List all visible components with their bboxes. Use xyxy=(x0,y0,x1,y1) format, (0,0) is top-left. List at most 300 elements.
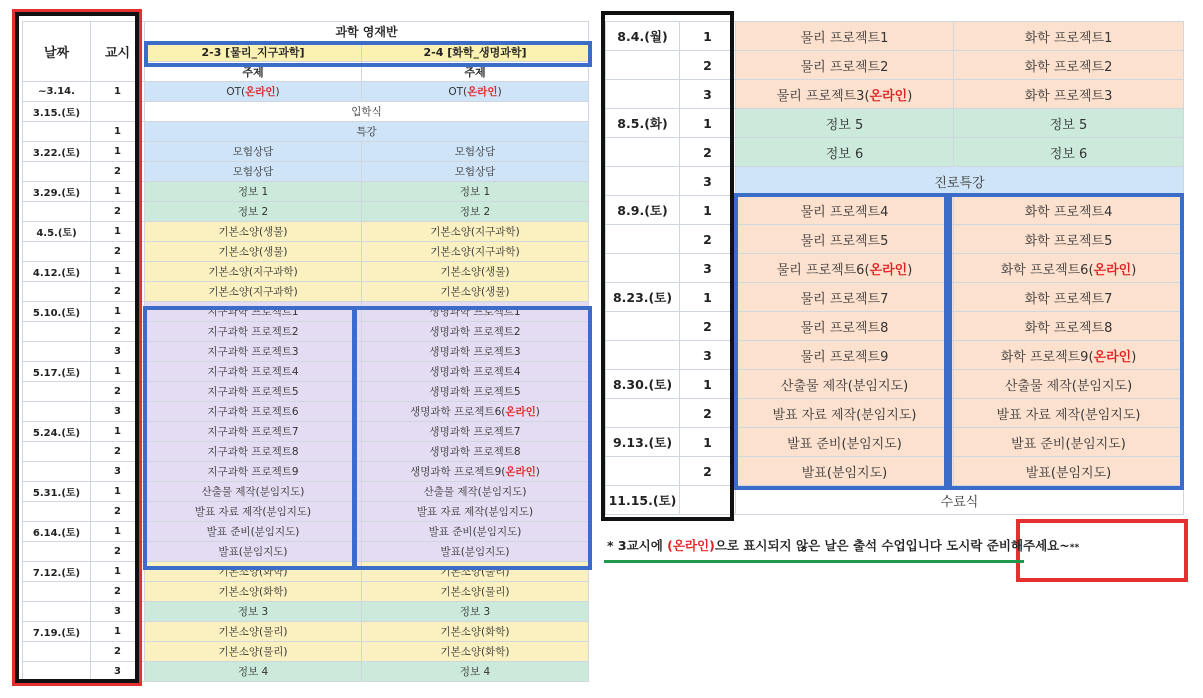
date-cell xyxy=(606,109,680,138)
topic-b-cell xyxy=(362,262,589,282)
date-header: 날짜 xyxy=(23,22,91,82)
topic-a-cell xyxy=(145,242,362,262)
topic-a-cell xyxy=(145,482,362,502)
table-row xyxy=(606,457,1184,486)
topic-a-cell xyxy=(736,283,954,312)
period-cell xyxy=(91,602,145,622)
table-row xyxy=(606,51,1184,80)
topic-b-cell xyxy=(362,242,589,262)
topic-a-cell-text: 지구과학 프로젝트2 xyxy=(207,326,299,338)
topic-b-cell-text: 산출물 제작(분임지도) xyxy=(1004,378,1133,394)
topic-b-cell xyxy=(362,642,589,662)
date-cell xyxy=(606,51,680,80)
period-cell xyxy=(91,302,145,322)
topic-a-cell xyxy=(736,138,954,167)
topic-a-cell xyxy=(145,322,362,342)
period-cell xyxy=(91,622,145,642)
topic-b-cell-text: 모험상담 xyxy=(454,146,496,158)
topic-a-cell-text: 물리 프로젝트4 xyxy=(800,204,889,220)
topic-a-cell-text: 기본소양(화학) xyxy=(218,566,288,578)
topic-b-cell-text: 화학 프로젝트2 xyxy=(1024,59,1113,75)
date-cell-text: 6.14.(토) xyxy=(32,528,81,539)
date-cell xyxy=(606,428,680,457)
topic-a-cell xyxy=(145,402,362,422)
topic-b-cell xyxy=(954,457,1184,486)
topic-a-cell xyxy=(736,341,954,370)
topic-a-cell xyxy=(145,502,362,522)
topic-b-cell-text: 생명과학 프로젝트2 xyxy=(429,326,521,338)
topic-b-cell xyxy=(362,322,589,342)
period-cell-text: 3 xyxy=(114,666,121,677)
table-row xyxy=(606,370,1184,399)
period-cell xyxy=(91,202,145,222)
period-cell-text: 1 xyxy=(703,434,712,450)
date-cell-text: 3.29.(토) xyxy=(32,188,81,199)
topic-a-cell xyxy=(145,442,362,462)
topic-b-cell xyxy=(362,302,589,322)
topic-b-cell-text: 화학 프로젝트4 xyxy=(1024,204,1113,220)
topic-b-cell-text: 화학 프로젝트8 xyxy=(1024,320,1113,336)
period-cell-text: 3 xyxy=(703,173,712,189)
date-cell-text: 8.9.(토) xyxy=(617,203,668,218)
topic-a-cell-text: 지구과학 프로젝트9 xyxy=(207,466,299,478)
topic-a-cell xyxy=(145,142,362,162)
table-row xyxy=(23,202,589,222)
topic-b-cell-text: 정보 4 xyxy=(459,666,491,678)
topic-a-cell xyxy=(736,109,954,138)
period-cell xyxy=(91,262,145,282)
topic-a-cell-text: 물리 프로젝트3( xyxy=(776,88,870,104)
table-row xyxy=(23,522,589,542)
topic-a-cell xyxy=(145,282,362,302)
date-cell-text: 3.15.(토) xyxy=(32,108,81,119)
table-row xyxy=(23,182,589,202)
date-cell xyxy=(606,370,680,399)
table-row xyxy=(23,462,589,482)
topic-b-cell-text: 생명과학 프로젝트4 xyxy=(429,366,521,378)
topic-a-cell-text: 기본소양(생물) xyxy=(218,226,288,238)
left-header-row-1 xyxy=(23,22,589,42)
period-cell-text: 1 xyxy=(114,266,121,277)
period-cell xyxy=(680,312,736,341)
topic-b-cell-text: 화학 프로젝트6( xyxy=(1000,262,1094,278)
topic-b-cell-text: 기본소양(물리) xyxy=(440,586,510,598)
topic-a-cell xyxy=(145,602,362,622)
date-cell-text: 5.10.(토) xyxy=(32,308,81,319)
topic-b-cell-text: 기본소양(지구과학) xyxy=(430,226,520,238)
period-cell xyxy=(91,282,145,302)
date-cell xyxy=(606,80,680,109)
period-cell xyxy=(680,370,736,399)
date-cell xyxy=(23,242,91,262)
period-cell xyxy=(680,22,736,51)
table-row xyxy=(606,167,1184,196)
table-row xyxy=(23,502,589,522)
date-cell xyxy=(23,482,91,502)
period-cell-text: 2 xyxy=(703,144,712,160)
date-cell xyxy=(23,222,91,242)
period-cell-text: 1 xyxy=(114,426,121,437)
date-cell xyxy=(23,302,91,322)
date-cell-text: 8.4.(월) xyxy=(617,29,668,44)
date-cell xyxy=(23,82,91,102)
topic-a-cell-text: 정보 5 xyxy=(825,117,864,133)
topic-a-cell xyxy=(736,370,954,399)
period-cell xyxy=(91,642,145,662)
date-cell xyxy=(23,282,91,302)
topic-a-cell xyxy=(145,222,362,242)
period-cell-text: 1 xyxy=(114,626,121,637)
topic-a-cell xyxy=(145,82,362,102)
topic-a-cell-text: 발표 자료 제작(분임지도) xyxy=(194,506,312,518)
date-cell xyxy=(23,582,91,602)
topic-b-cell-end-text: ) xyxy=(535,466,540,478)
topic-b-cell-text: 정보 2 xyxy=(459,206,491,218)
topic-b-cell xyxy=(362,182,589,202)
topic-b-cell-text: 기본소양(생물) xyxy=(440,266,510,278)
topic-a-cell-text: 지구과학 프로젝트7 xyxy=(207,426,299,438)
period-cell-text: 1 xyxy=(703,376,712,392)
period-cell xyxy=(680,457,736,486)
date-cell-text: 8.5.(화) xyxy=(617,116,668,131)
table-row xyxy=(606,109,1184,138)
topic-b-cell xyxy=(362,482,589,502)
date-cell xyxy=(23,162,91,182)
period-cell-text: 2 xyxy=(114,326,121,337)
topic-a-cell xyxy=(145,262,362,282)
topic-a-cell xyxy=(736,51,954,80)
topic-a-cell xyxy=(145,662,362,682)
date-cell xyxy=(606,312,680,341)
table-row xyxy=(23,482,589,502)
topic-b-cell xyxy=(362,402,589,422)
period-cell xyxy=(91,102,145,122)
date-cell xyxy=(23,642,91,662)
topic-a-cell-text: 발표 준비(분임지도) xyxy=(206,526,300,538)
table-row xyxy=(23,382,589,402)
topic-a-cell-text: 산출물 제작(분임지도) xyxy=(780,378,909,394)
date-cell xyxy=(23,202,91,222)
table-row xyxy=(23,402,589,422)
topic-b-cell-online-text: 온라인 xyxy=(505,466,536,478)
topic-b-cell-text: 생명과학 프로젝트8 xyxy=(429,446,521,458)
topic-b-cell-text: 기본소양(지구과학) xyxy=(430,246,520,258)
topic-a-header: 주제 xyxy=(145,62,362,82)
period-cell-text: 2 xyxy=(703,57,712,73)
date-cell xyxy=(23,622,91,642)
note-suffix: ** xyxy=(1069,543,1080,553)
topic-a-cell-text: 물리 프로젝트6( xyxy=(776,262,870,278)
table-row xyxy=(606,283,1184,312)
period-cell-text: 3 xyxy=(703,347,712,363)
table-row xyxy=(606,428,1184,457)
green-underline xyxy=(604,560,1024,563)
date-cell xyxy=(606,283,680,312)
merged-cell-text: 입학식 xyxy=(351,106,382,118)
period-cell-text: 2 xyxy=(114,546,121,557)
topic-b-cell xyxy=(362,282,589,302)
table-row xyxy=(606,225,1184,254)
topic-a-cell xyxy=(736,22,954,51)
topic-a-cell xyxy=(145,542,362,562)
topic-a-cell-text: 기본소양(물리) xyxy=(218,646,288,658)
period-cell xyxy=(680,428,736,457)
topic-b-cell xyxy=(362,142,589,162)
date-cell-text: 8.30.(토) xyxy=(612,377,673,392)
topic-b-cell xyxy=(362,82,589,102)
date-cell xyxy=(606,254,680,283)
topic-b-cell xyxy=(954,80,1184,109)
topic-a-cell-text: 물리 프로젝트7 xyxy=(800,291,889,307)
topic-a-cell xyxy=(736,225,954,254)
date-cell xyxy=(23,182,91,202)
topic-b-cell-text: 화학 프로젝트9( xyxy=(1000,349,1094,365)
topic-b-cell xyxy=(362,522,589,542)
class-b-header: 2-4 [화학_생명과학] xyxy=(362,42,589,62)
topic-a-cell-text: 기본소양(화학) xyxy=(218,586,288,598)
topic-b-cell xyxy=(954,51,1184,80)
topic-a-cell xyxy=(145,522,362,542)
table-row xyxy=(23,342,589,362)
date-cell-text: 7.19.(토) xyxy=(32,628,81,639)
topic-b-cell xyxy=(362,542,589,562)
topic-b-cell xyxy=(362,442,589,462)
topic-b-cell-text: 화학 프로젝트3 xyxy=(1024,88,1113,104)
topic-b-cell xyxy=(954,370,1184,399)
period-cell-text: 1 xyxy=(114,146,121,157)
period-cell xyxy=(91,582,145,602)
period-cell xyxy=(91,542,145,562)
topic-b-cell-end-text: ) xyxy=(497,86,502,98)
table-row xyxy=(23,422,589,442)
period-cell-text: 2 xyxy=(114,446,121,457)
period-cell xyxy=(91,182,145,202)
merged-cell xyxy=(145,102,589,122)
topic-a-cell-text: 물리 프로젝트5 xyxy=(800,233,889,249)
date-cell xyxy=(23,262,91,282)
topic-b-cell-text: 발표(분임지도) xyxy=(1025,465,1112,481)
topic-a-cell-text: 발표 준비(분임지도) xyxy=(787,436,902,452)
period-cell xyxy=(680,283,736,312)
topic-b-cell-online-text: 온라인 xyxy=(1093,262,1132,278)
date-cell-text: 3.22.(토) xyxy=(32,148,81,159)
period-cell-text: 2 xyxy=(114,586,121,597)
topic-b-cell xyxy=(954,341,1184,370)
note-online-label: (온라인) xyxy=(667,538,715,553)
period-cell xyxy=(91,522,145,542)
topic-a-cell xyxy=(145,302,362,322)
date-cell xyxy=(606,399,680,428)
merged-cell-text: 특강 xyxy=(356,126,377,138)
topic-b-cell-text: 생명과학 프로젝트3 xyxy=(429,346,521,358)
date-cell xyxy=(606,457,680,486)
date-cell xyxy=(23,122,91,142)
topic-b-cell-text: 화학 프로젝트5 xyxy=(1024,233,1113,249)
topic-a-cell xyxy=(145,642,362,662)
topic-a-cell-text: 기본소양(지구과학) xyxy=(208,266,298,278)
topic-a-cell xyxy=(145,462,362,482)
period-cell-text: 2 xyxy=(114,246,121,257)
topic-a-cell-text: 발표(분임지도) xyxy=(801,465,888,481)
topic-b-cell-text: 화학 프로젝트1 xyxy=(1024,30,1113,46)
topic-b-cell xyxy=(954,254,1184,283)
table-row xyxy=(23,562,589,582)
period-cell xyxy=(91,442,145,462)
date-cell xyxy=(23,422,91,442)
topic-a-cell-text: 지구과학 프로젝트6 xyxy=(207,406,299,418)
period-cell xyxy=(91,662,145,682)
topic-b-cell-text: 생명과학 프로젝트7 xyxy=(429,426,521,438)
topic-b-cell-text: 기본소양(화학) xyxy=(440,626,510,638)
period-cell-text: 2 xyxy=(114,506,121,517)
period-cell-text: 1 xyxy=(114,366,121,377)
program-title: 과학 영재반 xyxy=(145,22,589,42)
class-a-header: 2-3 [물리_지구과학] xyxy=(145,42,362,62)
period-cell xyxy=(91,462,145,482)
topic-a-cell xyxy=(145,162,362,182)
topic-b-cell-text: 기본소양(생물) xyxy=(440,286,510,298)
topic-a-cell-text: 정보 2 xyxy=(237,206,269,218)
table-row xyxy=(606,80,1184,109)
date-cell xyxy=(23,322,91,342)
period-cell-text: 1 xyxy=(114,186,121,197)
period-cell-text: 1 xyxy=(114,566,121,577)
period-cell-text: 3 xyxy=(114,406,121,417)
topic-b-cell-text: 발표 자료 제작(분임지도) xyxy=(996,407,1141,423)
topic-a-cell xyxy=(736,196,954,225)
topic-a-cell-text: 물리 프로젝트2 xyxy=(800,59,889,75)
topic-a-cell xyxy=(145,562,362,582)
topic-b-cell-text: 생명과학 프로젝트6( xyxy=(410,406,506,418)
date-cell xyxy=(23,342,91,362)
topic-b-cell xyxy=(362,562,589,582)
topic-a-cell-end-text: ) xyxy=(275,86,280,98)
table-row xyxy=(23,102,589,122)
topic-a-cell-text: 기본소양(물리) xyxy=(218,626,288,638)
table-row xyxy=(606,138,1184,167)
topic-a-cell xyxy=(736,457,954,486)
topic-b-cell-text: 생명과학 프로젝트9( xyxy=(410,466,506,478)
date-cell-text: 5.31.(토) xyxy=(32,488,81,499)
date-cell xyxy=(606,341,680,370)
period-cell xyxy=(91,502,145,522)
period-cell xyxy=(680,225,736,254)
date-cell xyxy=(606,486,680,515)
topic-b-cell xyxy=(362,362,589,382)
left-schedule-table xyxy=(22,21,589,682)
right-schedule-body xyxy=(606,22,1184,515)
topic-a-cell-text: 기본소양(생물) xyxy=(218,246,288,258)
topic-b-cell-end-text: ) xyxy=(535,406,540,418)
date-cell xyxy=(23,562,91,582)
topic-a-cell-text: 지구과학 프로젝트1 xyxy=(207,306,299,318)
date-cell xyxy=(23,462,91,482)
period-cell xyxy=(680,109,736,138)
topic-a-cell xyxy=(145,182,362,202)
period-cell xyxy=(91,122,145,142)
topic-a-cell-text: 지구과학 프로젝트4 xyxy=(207,366,299,378)
period-cell xyxy=(91,242,145,262)
table-row xyxy=(23,162,589,182)
table-row xyxy=(23,262,589,282)
period-cell xyxy=(680,254,736,283)
topic-b-cell-text: 발표 준비(분임지도) xyxy=(428,526,522,538)
date-cell-text: 5.24.(토) xyxy=(32,428,81,439)
period-cell-text: 2 xyxy=(114,206,121,217)
topic-a-cell-text: 물리 프로젝트8 xyxy=(800,320,889,336)
table-row xyxy=(23,602,589,622)
date-cell xyxy=(23,602,91,622)
topic-a-cell-end-text: ) xyxy=(907,262,913,278)
table-row xyxy=(606,196,1184,225)
topic-b-cell xyxy=(954,312,1184,341)
table-row xyxy=(23,82,589,102)
date-cell xyxy=(23,542,91,562)
topic-b-cell xyxy=(362,342,589,362)
period-cell xyxy=(91,222,145,242)
table-row xyxy=(23,622,589,642)
topic-a-cell-online-text: 온라인 xyxy=(869,88,908,104)
topic-b-cell-text: 생명과학 프로젝트1 xyxy=(429,306,521,318)
date-cell-text: 5.17.(토) xyxy=(32,368,81,379)
period-cell-text: 1 xyxy=(114,226,121,237)
period-cell-text: 2 xyxy=(703,463,712,479)
period-cell-text: 3 xyxy=(703,86,712,102)
table-row xyxy=(606,486,1184,515)
date-cell xyxy=(606,22,680,51)
table-row xyxy=(606,312,1184,341)
period-cell xyxy=(680,486,736,515)
period-cell xyxy=(91,482,145,502)
period-cell xyxy=(680,51,736,80)
note-prefix: * 3교시에 xyxy=(607,538,668,553)
date-cell-text: 8.23.(토) xyxy=(612,290,673,305)
topic-b-cell xyxy=(362,162,589,182)
topic-b-cell xyxy=(362,422,589,442)
topic-b-cell xyxy=(362,622,589,642)
topic-a-cell-online-text: 온라인 xyxy=(869,262,908,278)
topic-a-cell-online-text: 온라인 xyxy=(245,86,276,98)
period-cell xyxy=(91,342,145,362)
topic-b-cell-text: 기본소양(화학) xyxy=(440,646,510,658)
period-cell-text: 2 xyxy=(114,166,121,177)
topic-a-cell-text: 기본소양(지구과학) xyxy=(208,286,298,298)
topic-b-cell-text: 정보 6 xyxy=(1049,146,1088,162)
topic-b-cell-end-text: ) xyxy=(1131,262,1137,278)
table-row xyxy=(606,254,1184,283)
table-row xyxy=(606,399,1184,428)
topic-b-cell-text: 정보 1 xyxy=(459,186,491,198)
date-cell xyxy=(23,502,91,522)
period-cell-text: 1 xyxy=(114,486,121,497)
date-cell-text: 11.15.(토) xyxy=(608,493,677,508)
topic-b-cell-text: 화학 프로젝트7 xyxy=(1024,291,1113,307)
table-row xyxy=(23,302,589,322)
right-schedule-table xyxy=(605,21,1184,515)
topic-a-cell-text: 정보 6 xyxy=(825,146,864,162)
table-row xyxy=(23,122,589,142)
topic-b-cell-text: 발표 자료 제작(분임지도) xyxy=(416,506,534,518)
date-cell-text: ~3.14. xyxy=(38,86,75,97)
period-cell xyxy=(680,399,736,428)
topic-b-cell xyxy=(362,462,589,482)
topic-a-cell-text: 정보 4 xyxy=(237,666,269,678)
topic-b-cell-text: 모험상담 xyxy=(454,166,496,178)
topic-b-cell xyxy=(954,109,1184,138)
topic-b-cell-text: 정보 5 xyxy=(1049,117,1088,133)
topic-a-cell-text: 물리 프로젝트1 xyxy=(800,30,889,46)
topic-b-cell xyxy=(362,502,589,522)
